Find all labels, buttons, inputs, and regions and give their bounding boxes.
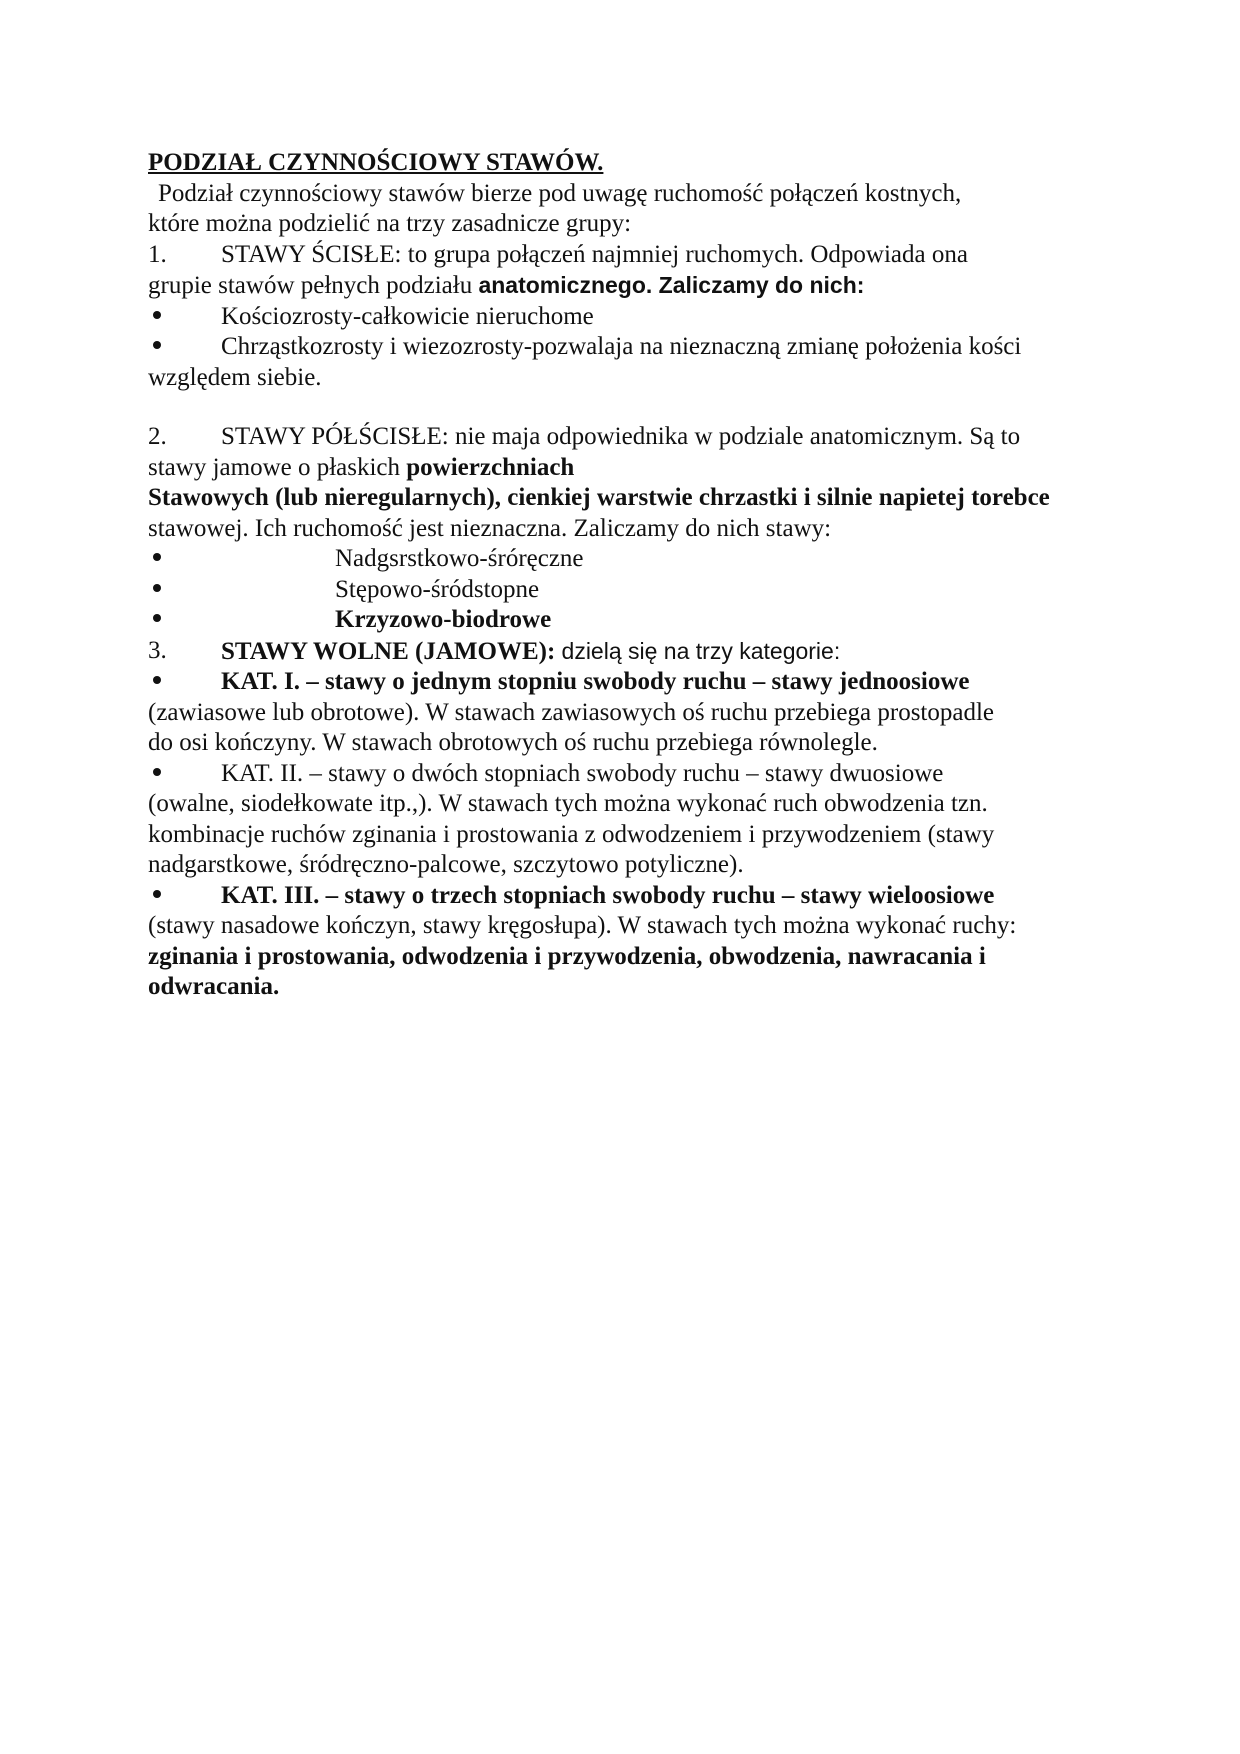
category-2-row [148, 759, 1108, 790]
section-2-line-2 [148, 453, 1108, 484]
category-3-line-2: zginania i prostowania, odwodzenia i przywodzenia, obwodzenia, nawracania i [148, 942, 986, 970]
category-1-row [148, 667, 1108, 698]
section-1-heading-row [148, 240, 1108, 271]
section-1-line-2 [148, 270, 1108, 302]
section-2-bullet-3-text: Krzyzowo-biodrowe [335, 606, 552, 633]
category-3-row [148, 881, 1108, 912]
section-3-heading-b: dzielą się na trzy kategorie: [561, 637, 841, 664]
category-3-first: KAT. III. – stawy o trzech stopniach swobody ruchu – stawy wieloosiowe [221, 881, 995, 909]
bullet-icon [148, 605, 221, 636]
section-2-heading: STAWY PÓŁŚCISŁE: nie maja odpowiednika w podziale anatomicznym. Są to [221, 423, 1021, 450]
category-1-first: KAT. I. – stawy o jednym stopniu swobody ruchu – stawy jednoosiowe [221, 668, 970, 695]
section-1-bullet-2-cont: względem siebie. [148, 363, 322, 391]
section-3-number: 3. [148, 636, 167, 664]
bullet-icon [148, 759, 221, 790]
section-1-number: 1. [148, 240, 167, 268]
section-2-bullet-3 [148, 605, 1108, 636]
bullet-icon [148, 881, 221, 912]
section-2-bullet-1-text: Nadgsrstkowo-śróręczne [335, 545, 584, 572]
blank-line [148, 393, 1108, 422]
bullet-icon [148, 302, 221, 333]
category-1-line-2: do osi kończyny. W stawach obrotowych oś ruchu przebiega równolegle. [148, 729, 878, 756]
section-1-bullet-2-text: Chrząstkozrosty i wiezozrosty-pozwalaja na nieznaczną zmianę położenia kości [221, 333, 1022, 360]
section-3-heading-a: STAWY WOLNE (JAMOWE): [221, 637, 562, 665]
section-2-line-2b: powierzchniach [406, 453, 575, 481]
section-2-bullet-2-text: Stępowo-śródstopne [335, 575, 540, 603]
bullet-icon [148, 667, 221, 698]
section-1-bullet-1-text: Kościozrosty-całkowicie nieruchome [221, 302, 594, 330]
section-2-line-2a: stawy jamowe o płaskich [148, 453, 407, 481]
section-1-bullet-1 [148, 302, 1108, 333]
section-2-number: 2. [148, 423, 167, 450]
bullet-icon [148, 544, 221, 575]
document-page [148, 148, 1108, 1003]
category-2-line-1: (owalne, siodełkowate itp.,). W stawach tych można wykonać ruch obwodzenia tzn. [148, 790, 988, 817]
section-2-line-3: Stawowych (lub nieregularnych), cienkiej warstwie chrzastki i silnie napietej torebce [148, 484, 1050, 511]
section-1-heading: STAWY ŚCISŁE: to grupa połączeń najmniej ruchomych. Odpowiada ona [221, 240, 968, 268]
category-2-line-3: nadgarstkowe, śródręczno-palcowe, szczytowo potyliczne). [148, 851, 744, 878]
section-2-bullet-2 [148, 575, 1108, 606]
category-3-line-1: (stawy nasadowe kończyn, stawy kręgosłupa). W stawach tych można wykonać ruchy: [148, 912, 1017, 939]
category-2-first: KAT. II. – stawy o dwóch stopniach swobody ruchu – stawy dwuosiowe [221, 759, 944, 787]
bullet-icon [148, 332, 221, 363]
section-2-bullet-1 [148, 544, 1108, 575]
category-2-line-2: kombinacje ruchów zginania i prostowania z odwodzeniem i przywodzeniem (stawy [148, 820, 995, 848]
document-title: PODZIAŁ CZYNNOŚCIOWY STAWÓW. [148, 149, 604, 176]
section-1-line-2a: grupie stawów pełnych podziału [148, 272, 479, 299]
category-3-line-3: odwracania. [148, 973, 280, 1000]
section-2-line-4: stawowej. Ich ruchomość jest nieznaczna. Zaliczamy do nich stawy: [148, 514, 832, 542]
section-2-heading-row [148, 422, 1108, 453]
section-3-heading [221, 636, 840, 668]
intro-line-2: które można podzielić na trzy zasadnicze grupy: [148, 210, 632, 237]
section-1-bullet-2 [148, 332, 1108, 363]
intro-line-1: Podział czynnościowy stawów bierze pod uwagę ruchomość połączeń kostnych, [158, 179, 962, 207]
bullet-icon [148, 575, 221, 606]
section-3-heading-row [148, 636, 1108, 668]
section-1-line-2b: anatomicznego. Zaliczamy do nich: [478, 272, 865, 298]
category-1-line-1: (zawiasowe lub obrotowe). W stawach zawiasowych oś ruchu przebiega prostopadle [148, 698, 995, 726]
